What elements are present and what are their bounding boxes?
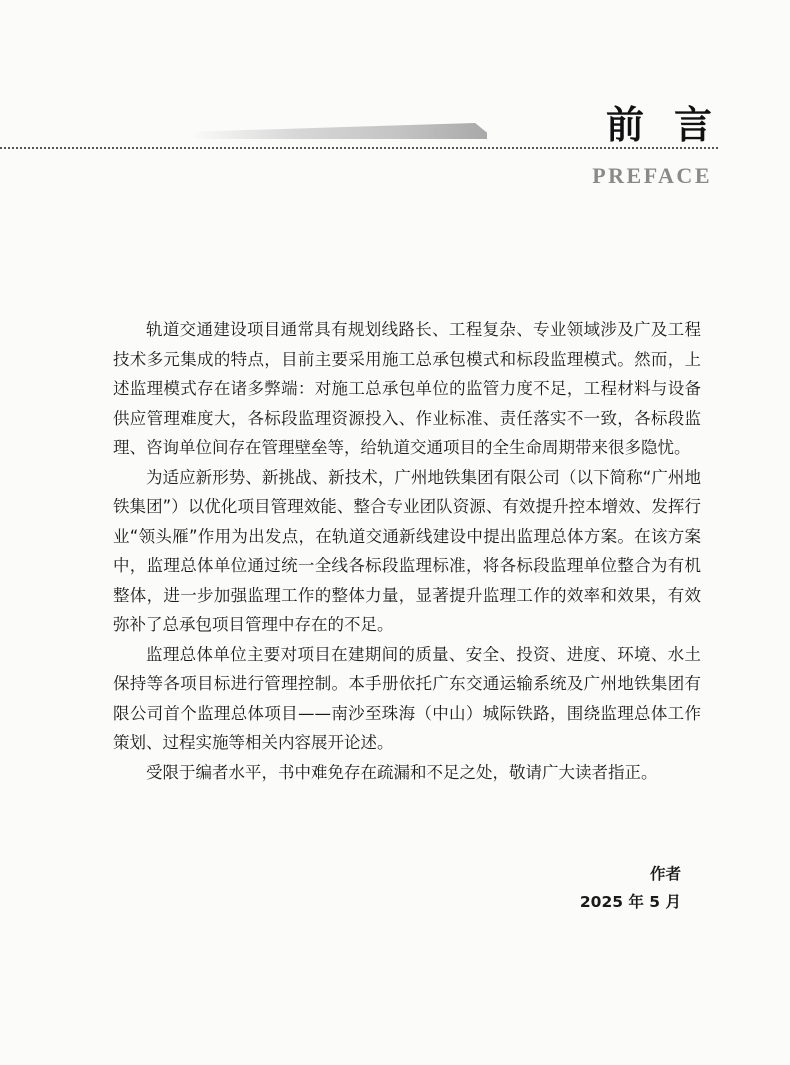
signature-date: 2025 年 5 月: [579, 893, 681, 911]
paragraph-2: 为适应新形势、新挑战、新技术，广州地铁集团有限公司（以下简称“广州地铁集团”）以优化项目管理效能、整合专业团队资源、有效提升控本增效、发挥行业“领头雁”作用为出发点，在轨道交通新线建设中提出监理总体方案。在该方案中，监理总体单位通过统一全线各标段监理标准，将各标段监理单位整合为有机整体，进一步加强监理工作的整体力量，显著提升监理工作的效率和效果，有效弥补了总承包项目管理中存在的不足。: [113, 467, 701, 634]
header-decorative-bar: [190, 123, 487, 139]
paragraph-4: 受限于编者水平，书中难免存在疏漏和不足之处，敬请广大读者指正。: [146, 762, 658, 782]
preface-body: [113, 315, 701, 787]
signature-block: [580, 860, 681, 916]
signature-author: 作者: [649, 865, 681, 883]
page-title: 前言: [605, 102, 742, 147]
paragraph-3: 监理总体单位主要对项目在建期间的质量、安全、投资、进度、环境、水土保持等各项目标进行管理控制。本手册依托广东交通运输系统及广州地铁集团有限公司首个监理总体项目——南沙至珠海（中山）城际铁路，围绕监理总体工作策划、过程实施等相关内容展开论述。: [113, 644, 701, 752]
paragraph-1: 轨道交通建设项目通常具有规划线路长、工程复杂、专业领域涉及广及工程技术多元集成的特点，目前主要采用施工总承包模式和标段监理模式。然而，上述监理模式存在诸多弊端：对施工总承包单位的监管力度不足，工程材料与设备供应管理难度大，各标段监理资源投入、作业标准、责任落实不一致，各标段监理、咨询单位间存在管理壁垒等，给轨道交通项目的全生命周期带来很多隐忧。: [113, 320, 701, 457]
page-subtitle: PREFACE: [592, 163, 712, 188]
